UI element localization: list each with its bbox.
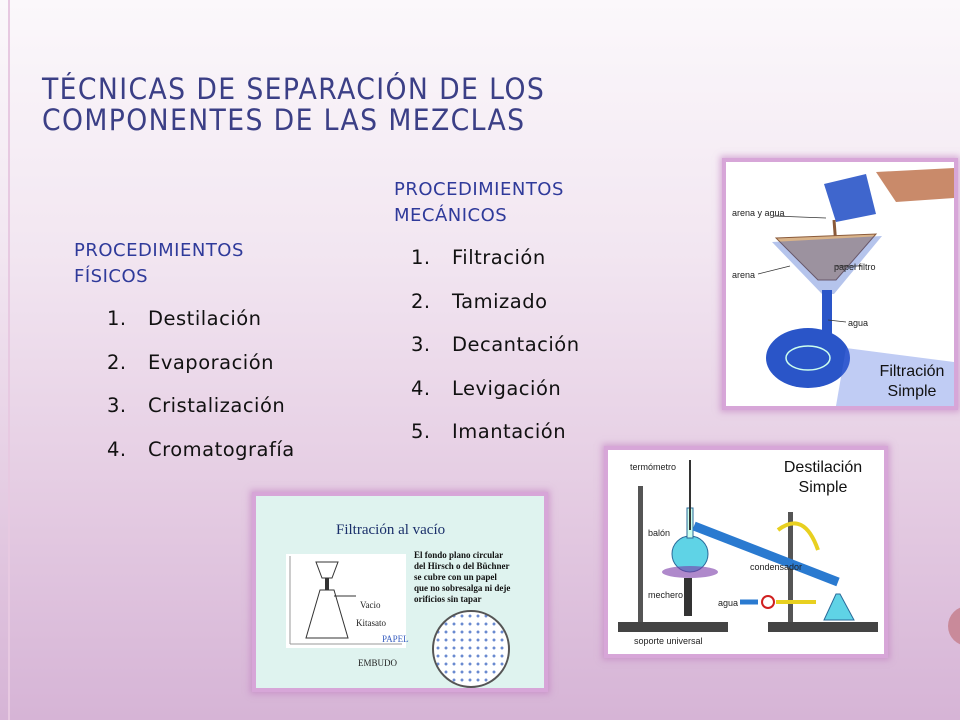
fisicos-heading-line-1: PROCEDIMIENTOS xyxy=(74,240,244,261)
item-label: Destilación xyxy=(148,307,262,330)
mecanicos-heading-line-2: MECÁNICOS xyxy=(394,205,508,226)
note-line: se cubre con un papel xyxy=(414,572,497,582)
label-agua: agua xyxy=(848,318,869,328)
list-item xyxy=(411,420,580,464)
note-line: que no sobresalga ni deje xyxy=(414,583,511,593)
item-label: Imantación xyxy=(452,420,567,443)
caption-line-2: Simple xyxy=(798,479,848,496)
stand-rod xyxy=(638,486,643,626)
item-label: Tamizado xyxy=(452,289,548,313)
label-arena-agua: arena y agua xyxy=(732,208,785,218)
title-line-1: TÉCNICAS DE SEPARACIÓN DE LOS xyxy=(42,72,546,106)
vacio-note xyxy=(414,550,510,605)
filtracion-vacio-image xyxy=(252,492,548,692)
item-label: Levigación xyxy=(452,376,562,400)
slide-title xyxy=(42,74,704,136)
item-label: Evaporación xyxy=(148,350,275,374)
item-label: Cristalización xyxy=(148,394,286,417)
item-label: Filtración xyxy=(452,246,546,269)
list-item xyxy=(107,307,295,351)
label-papel-filtro: papel filtro xyxy=(834,262,876,272)
label-papel: PAPEL xyxy=(382,634,409,644)
fisicos-heading xyxy=(74,238,244,290)
burner-mechero xyxy=(684,578,692,616)
caption-line-1: Filtración xyxy=(879,363,945,380)
item-number: 1. xyxy=(411,246,431,269)
corner-decorative-dot xyxy=(948,606,960,646)
caption-line-2: Simple xyxy=(887,383,937,400)
caption-line-1: Destilación xyxy=(783,459,863,476)
label-soporte: soporte universal xyxy=(634,636,703,646)
item-number: 3. xyxy=(107,394,127,417)
buchner-filter-disc xyxy=(432,610,510,688)
destilacion-simple-image xyxy=(604,446,888,658)
list-item xyxy=(107,351,295,395)
list-item xyxy=(107,438,295,482)
item-number: 2. xyxy=(107,350,127,374)
label-vacio: Vacio xyxy=(360,600,381,610)
note-line: El fondo plano circular xyxy=(414,550,504,560)
mecanicos-list xyxy=(411,246,580,464)
flask xyxy=(766,328,850,388)
item-number: 4. xyxy=(107,437,127,461)
item-number: 3. xyxy=(411,333,431,356)
label-embudo: EMBUDO xyxy=(358,658,398,668)
note-line: orificios sin tapar xyxy=(414,594,482,604)
list-item xyxy=(411,290,580,334)
label-agua: agua xyxy=(718,598,739,608)
left-decorative-rule xyxy=(8,0,10,720)
list-item xyxy=(107,394,295,438)
item-number: 5. xyxy=(411,420,431,443)
label-termometro: termómetro xyxy=(630,462,677,472)
note-line: del Hirsch o del Büchner xyxy=(414,561,510,571)
label-arena: arena xyxy=(732,270,756,280)
label-mechero: mechero xyxy=(648,590,684,600)
destilacion-simple-caption xyxy=(768,458,878,498)
item-label: Cromatografía xyxy=(148,437,295,461)
item-label: Decantación xyxy=(452,333,580,356)
item-number: 1. xyxy=(107,307,127,330)
mecanicos-heading-line-1: PROCEDIMIENTOS xyxy=(394,179,564,200)
list-item xyxy=(411,377,580,421)
filtracion-simple-image xyxy=(722,158,958,410)
label-balon: balón xyxy=(648,528,671,538)
list-item xyxy=(411,246,580,290)
label-kitasato: Kitasato xyxy=(356,618,386,628)
label-condensador: condensador xyxy=(750,562,803,572)
item-number: 2. xyxy=(411,289,431,313)
fisicos-heading-line-2: FÍSICOS xyxy=(74,266,149,287)
item-number: 4. xyxy=(411,376,431,400)
list-item xyxy=(411,333,580,377)
fisicos-list xyxy=(107,307,295,481)
title-line-2: COMPONENTES DE LAS MEZCLAS xyxy=(42,103,526,137)
vacio-title: Filtración al vacío xyxy=(336,522,446,538)
filtracion-simple-caption xyxy=(864,362,960,402)
mecanicos-heading xyxy=(394,177,564,229)
stand-base xyxy=(618,622,728,632)
